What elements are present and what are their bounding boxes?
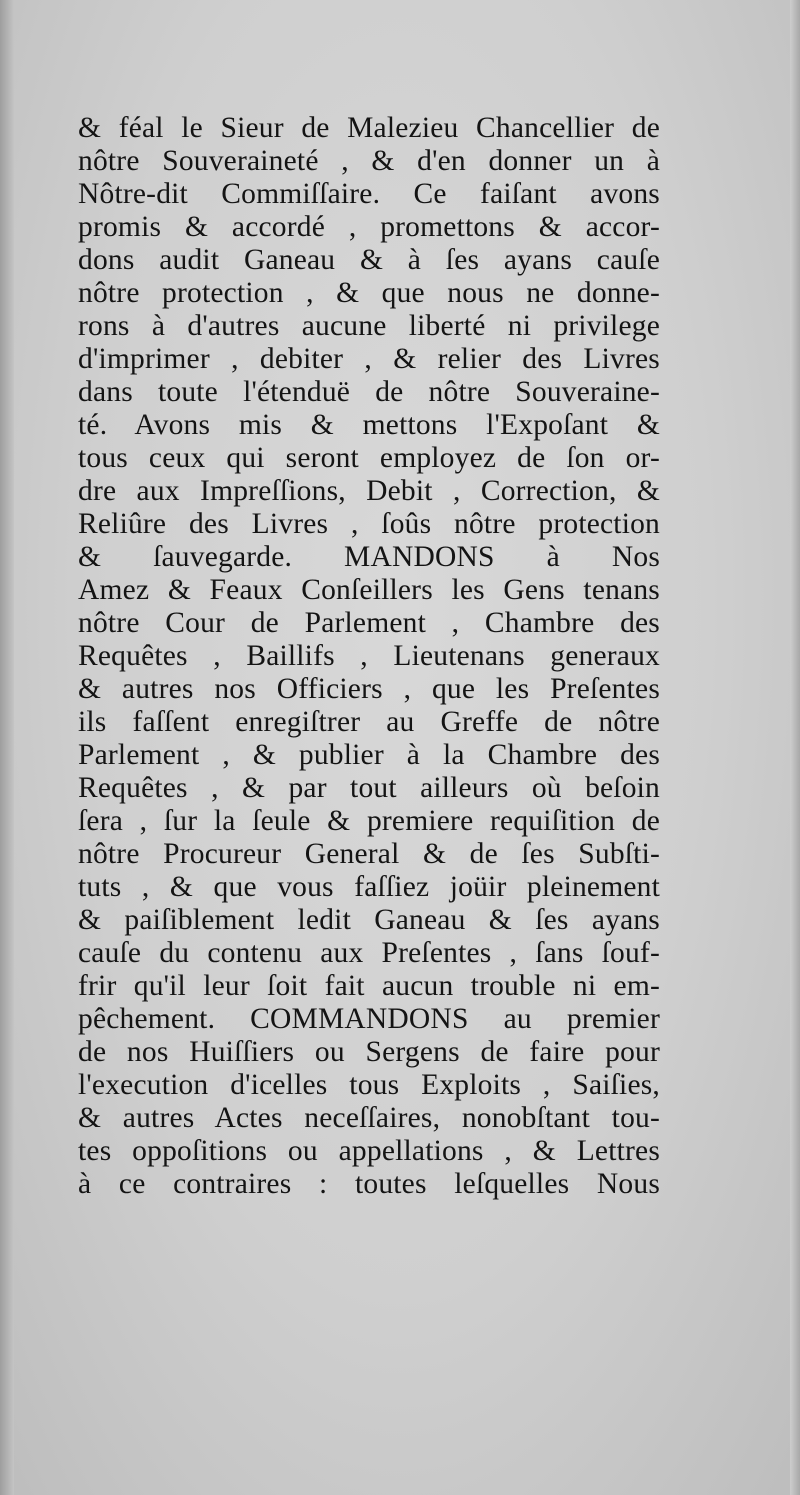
text-line: nôtre Cour de Parlement , Chambre des: [78, 607, 660, 639]
text-line: dans toute l'étenduë de nôtre Souveraine-: [78, 376, 660, 408]
page-edge-right: [790, 0, 800, 1495]
text-line: rons à d'autres aucune liberté ni privilege: [78, 310, 660, 342]
text-line: ſera , ſur la ſeule & premiere requiſition de: [78, 805, 660, 837]
text-line: d'imprimer , debiter , & relier des Livres: [78, 343, 660, 375]
text-line: tes oppoſitions ou appellations , & Lettres: [78, 1135, 660, 1167]
text-line: nôtre protection , & que nous ne donne-: [78, 277, 660, 309]
text-line: cauſe du contenu aux Preſentes , ſans ſouf-: [78, 937, 660, 969]
page-edge-left: [0, 0, 14, 1495]
text-line: de nos Huiſſiers ou Sergens de faire pour: [78, 1036, 660, 1068]
text-line: & féal le Sieur de Malezieu Chancellier de: [78, 112, 660, 144]
text-line: frir qu'il leur ſoit fait aucun trouble ni em-: [78, 970, 660, 1002]
text-line: nôtre Procureur General & de ſes Subſti-: [78, 838, 660, 870]
text-line: Requêtes , Baillifs , Lieutenans generaux: [78, 640, 660, 672]
text-line: à ce contraires : toutes leſquelles Nous: [78, 1168, 660, 1200]
text-line: nôtre Souveraineté , & d'en donner un à: [78, 145, 660, 177]
text-line: Parlement , & publier à la Chambre des: [78, 739, 660, 771]
text-line: Amez & Feaux Conſeillers les Gens tenans: [78, 574, 660, 606]
text-line: promis & accordé , promettons & accor-: [78, 211, 660, 243]
text-line: & autres Actes neceſſaires, nonobſtant tou-: [78, 1102, 660, 1134]
text-line: dre aux Impreſſions, Debit , Correction, &: [78, 475, 660, 507]
text-line: té. Avons mis & mettons l'Expoſant &: [78, 409, 660, 441]
text-line: Requêtes , & par tout ailleurs où beſoin: [78, 772, 660, 804]
text-line: dons audit Ganeau & à ſes ayans cauſe: [78, 244, 660, 276]
text-line: l'execution d'icelles tous Exploits , Saiſies,: [78, 1069, 660, 1101]
text-line: tous ceux qui seront employez de ſon or-: [78, 442, 660, 474]
body-text: [78, 112, 660, 1201]
text-line: & ſauvegarde. MANDONS à Nos: [78, 541, 660, 573]
text-line: Nôtre-dit Commiſſaire. Ce faiſant avons: [78, 178, 660, 210]
text-line: tuts , & que vous faſſiez joüir pleinement: [78, 871, 660, 903]
text-line: ils faſſent enregiſtrer au Greffe de nôtre: [78, 706, 660, 738]
text-line: pêchement. COMMANDONS au premier: [78, 1003, 660, 1035]
text-line: & paiſiblement ledit Ganeau & ſes ayans: [78, 904, 660, 936]
text-line: & autres nos Officiers , que les Preſentes: [78, 673, 660, 705]
text-line: Reliûre des Livres , ſoûs nôtre protection: [78, 508, 660, 540]
